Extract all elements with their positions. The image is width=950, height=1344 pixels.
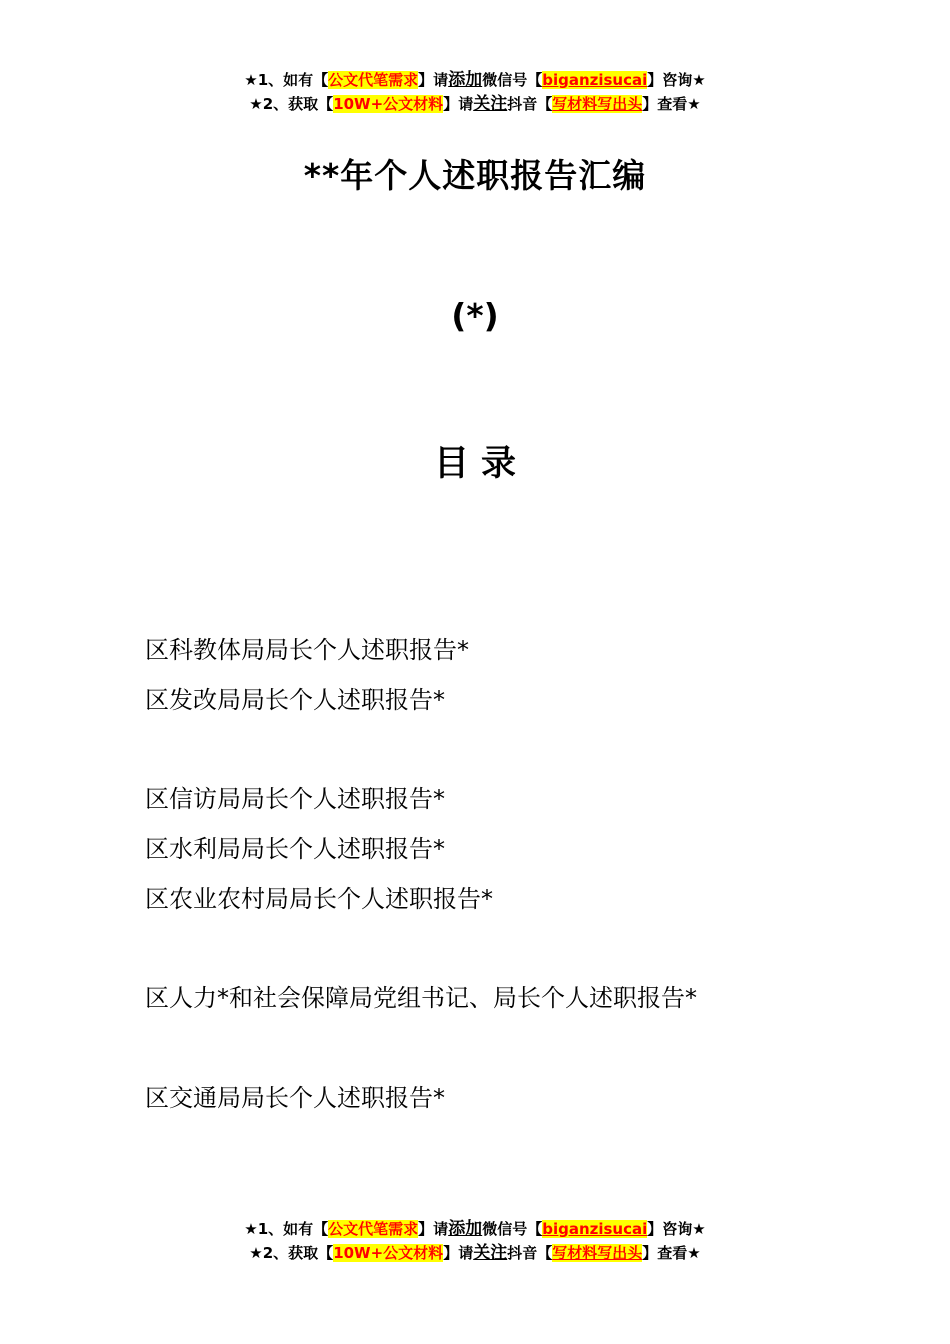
notice-text: 】请 [443, 95, 474, 113]
notice-emphasis: 添加 [448, 70, 483, 90]
douyin-id-highlight: 写材料写出头 [552, 1244, 643, 1262]
bottom-notice [0, 1217, 950, 1265]
toc-item: 区交通局局长个人述职报告* [145, 1084, 445, 1112]
notice-text: 】查看★ [642, 1244, 701, 1262]
notice-line-2 [0, 92, 950, 116]
notice-line-2 [0, 1241, 950, 1265]
notice-text: 抖音【 [507, 1244, 553, 1262]
notice-highlight: 10W+公文材料 [333, 1244, 444, 1262]
notice-text: ★2、获取【 [249, 95, 334, 113]
wechat-id-highlight: biganzisucai [542, 1220, 648, 1238]
notice-text: 】请 [418, 1220, 449, 1238]
document-title: **年个人述职报告汇编 [303, 156, 647, 195]
notice-text: 】咨询★ [647, 1220, 706, 1238]
notice-emphasis: 添加 [448, 1219, 483, 1239]
notice-text: ★1、如有【 [244, 71, 329, 89]
notice-highlight: 公文代笔需求 [328, 1220, 419, 1238]
notice-text: 微信号【 [482, 1220, 543, 1238]
toc-heading: 目录 [433, 444, 528, 484]
notice-emphasis: 关注 [473, 94, 508, 114]
notice-text: ★2、获取【 [249, 1244, 334, 1262]
notice-text: 微信号【 [482, 71, 543, 89]
toc-item: 区水利局局长个人述职报告* [145, 835, 445, 863]
toc-item: 区信访局局长个人述职报告* [145, 785, 445, 813]
notice-text: 】请 [443, 1244, 474, 1262]
notice-line-1 [0, 1217, 950, 1241]
douyin-id-highlight: 写材料写出头 [552, 95, 643, 113]
notice-highlight: 公文代笔需求 [328, 71, 419, 89]
top-notice [0, 68, 950, 116]
toc-item: 区发改局局长个人述职报告* [145, 686, 445, 714]
notice-text: 抖音【 [507, 95, 553, 113]
notice-text: ★1、如有【 [244, 1220, 329, 1238]
wechat-id-highlight: biganzisucai [542, 71, 648, 89]
toc-item: 区农业农村局局长个人述职报告* [145, 885, 493, 913]
notice-text: 】查看★ [642, 95, 701, 113]
notice-emphasis: 关注 [473, 1243, 508, 1263]
notice-line-1 [0, 68, 950, 92]
notice-text: 】请 [418, 71, 449, 89]
document-subtitle: (*) [451, 296, 499, 335]
notice-text: 】咨询★ [647, 71, 706, 89]
toc-item: 区人力*和社会保障局党组书记、局长个人述职报告* [145, 984, 697, 1012]
notice-highlight: 10W+公文材料 [333, 95, 444, 113]
toc-item: 区科教体局局长个人述职报告* [145, 636, 469, 664]
